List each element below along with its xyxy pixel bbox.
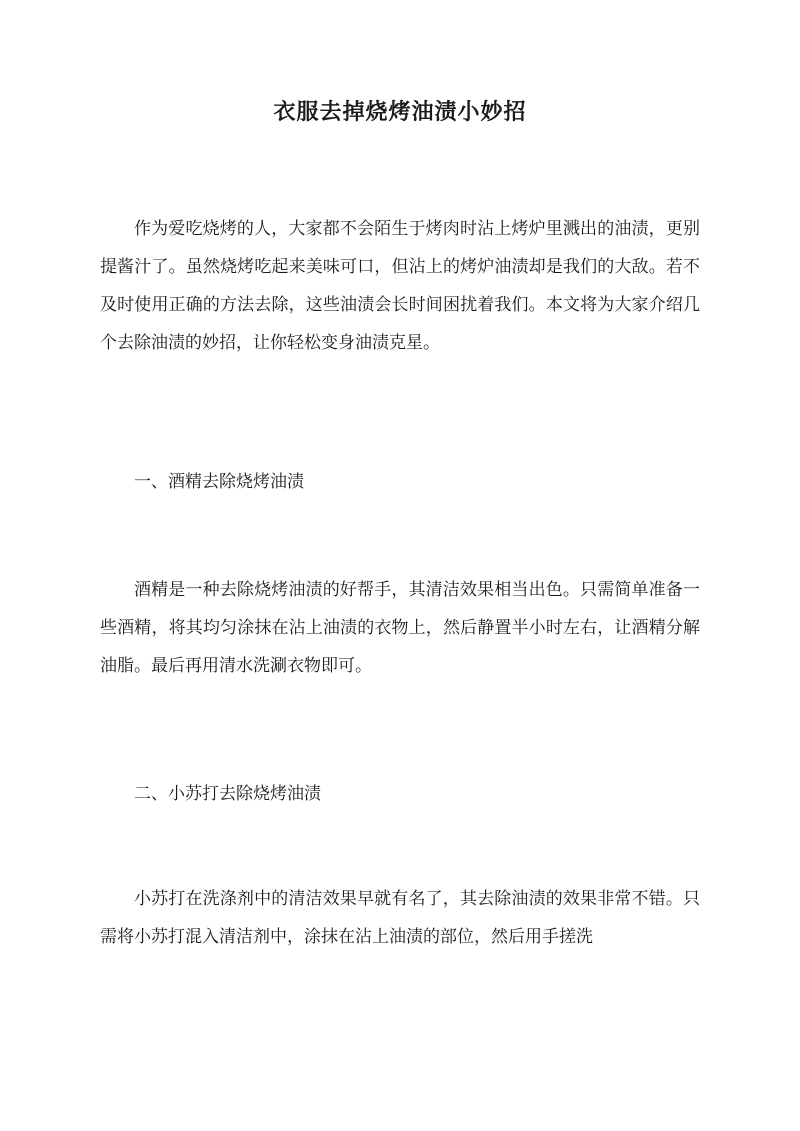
intro-paragraph: 作为爱吃烧烤的人，大家都不会陌生于烤肉时沾上烤炉里溅出的油渍，更别提酱汁了。虽然烧烤吃起来美味可口，但沾上的烤炉油渍却是我们的大敌。若不及时使用正确的方法去除，这些油渍会长时间困扰着我们。本文将为大家介绍几个去除油渍的妙招，让你轻松变身油渍克星。: [100, 219, 700, 353]
document-title: 衣服去掉烧烤油渍小妙招: [273, 99, 527, 125]
section-body-alcohol: 酒精是一种去除烧烤油渍的好帮手，其清洁效果相当出色。只需简单准备一些酒精，将其均匀涂抹在沾上油渍的衣物上，然后静置半小时左右，让酒精分解油脂。最后再用清水洗涮衣物即可。: [100, 580, 700, 676]
section-heading-alcohol: 一、酒精去除烧烤油渍: [134, 472, 304, 492]
section-body-baking-soda: 小苏打在洗涤剂中的清洁效果早就有名了，其去除油渍的效果非常不错。只需将小苏打混入清洁剂中，涂抹在沾上油渍的部位，然后用手搓洗: [100, 889, 700, 947]
section-heading-baking-soda: 二、小苏打去除烧烤油渍: [134, 784, 321, 804]
